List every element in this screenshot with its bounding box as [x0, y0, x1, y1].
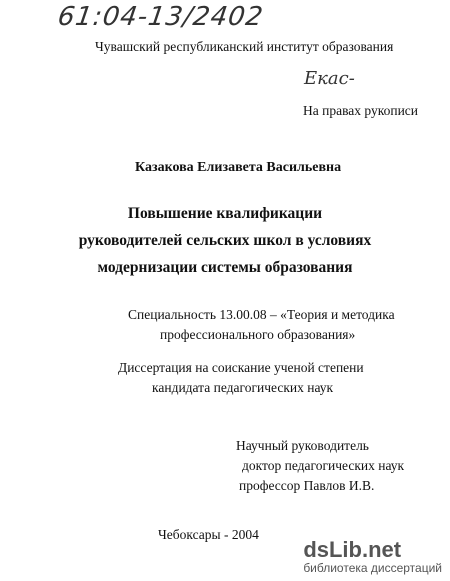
- specialty-line: Специальность 13.00.08 – «Теория и методика: [128, 307, 395, 322]
- title-line: руководителей сельских школ в условиях: [78, 232, 372, 249]
- watermark[interactable]: [303, 539, 442, 575]
- supervisor-block: [236, 436, 404, 496]
- institution-name: Чувашский республиканский институт образования: [95, 39, 394, 54]
- watermark-logo: dsLib.net: [303, 537, 402, 562]
- manuscript-rights: На правах рукописи: [303, 103, 419, 118]
- degree-line: Диссертация на соискание ученой степени: [118, 360, 364, 375]
- dissertation-title: [0, 200, 450, 281]
- author-name: Казакова Елизавета Васильевна: [135, 160, 342, 175]
- handwritten-note: Екас-: [304, 68, 355, 89]
- degree-line: кандидата педагогических наук: [152, 380, 334, 395]
- degree-statement: [118, 358, 364, 398]
- supervisor-line: Научный руководитель: [236, 438, 369, 453]
- watermark-subtitle: библиотека диссертаций: [303, 561, 442, 575]
- specialty-line: профессионального образования»: [160, 327, 356, 342]
- city-year: Чебоксары - 2004: [158, 527, 259, 542]
- title-line: модернизации системы образования: [97, 259, 353, 276]
- archive-stamp: 61:04-13/2402: [55, 2, 266, 32]
- specialty: [128, 305, 395, 345]
- supervisor-line: профессор Павлов И.В.: [239, 478, 375, 493]
- title-line: Повышение квалификации: [127, 205, 323, 222]
- supervisor-line: доктор педагогических наук: [242, 458, 405, 473]
